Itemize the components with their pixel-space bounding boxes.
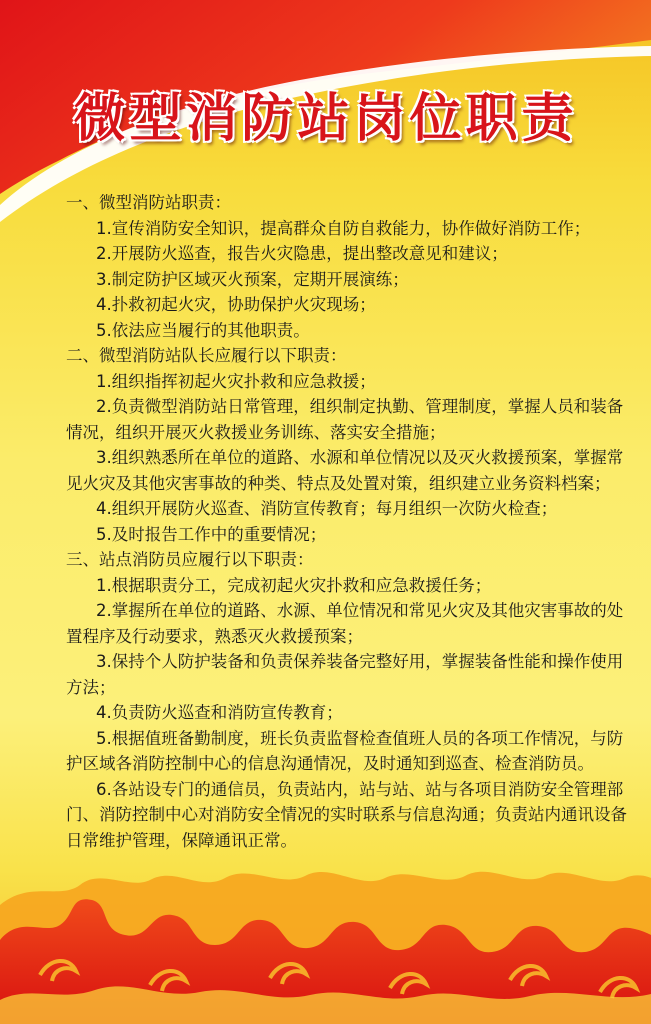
- list-item: 5.及时报告工作中的重要情况；: [96, 524, 327, 544]
- list-item: 5.依法应当履行的其他职责。: [96, 320, 310, 340]
- list-item: 5.根据值班备勤制度，班长负责监督检查值班人员的各项工作情况，与防护区域各消防控制中心的信息沟通情况，及时通知到巡查、检查消防员。: [66, 728, 624, 773]
- list-item: 6.各站设专门的通信员，负责站内，站与站、站与各项目消防安全管理部门、消防控制中心对消防安全情况的实时联系与信息沟通；负责站内通讯设备日常维护管理，保障通讯正常。: [66, 779, 627, 850]
- list-item: 1.组织指挥初起火灾扑救和应急救援；: [96, 371, 376, 391]
- duties-content: [66, 190, 628, 853]
- section-heading: 一、微型消防站职责：: [66, 193, 231, 212]
- list-item: 2.负责微型消防站日常管理，组织制定执勤、管理制度，掌握人员和装备情况，组织开展灭火救援业务训练、落实安全措施；: [66, 397, 624, 442]
- list-item: 3.制定防护区域灭火预案，定期开展演练；: [96, 269, 409, 289]
- list-item: 3.组织熟悉所在单位的道路、水源和单位情况以及灭火救援预案，掌握常见火灾及其他灾害事故的种类、特点及处置对策，组织建立业务资料档案；: [66, 448, 624, 493]
- list-item: 2.开展防火巡查，报告火灾隐患，提出整改意见和建议；: [96, 244, 508, 263]
- section-heading: 二、微型消防站队长应履行以下职责：: [66, 346, 347, 365]
- section-heading: 三、站点消防员应履行以下职责：: [66, 550, 314, 569]
- list-item: 2.掌握所在单位的道路、水源、单位情况和常见火灾及其他灾害事故的处置程序及行动要求，熟悉灭火救援预案；: [66, 601, 624, 646]
- list-item: 4.扑救初起火灾，协助保护火灾现场；: [96, 295, 376, 314]
- list-item: 1.宣传消防安全知识，提高群众自防自救能力，协作做好消防工作；: [96, 218, 591, 238]
- list-item: 4.负责防火巡查和消防宣传教育；: [96, 703, 343, 722]
- page-title: 微型消防站岗位职责: [73, 89, 578, 149]
- list-item: 1.根据职责分工，完成初起火灾扑救和应急救援任务；: [96, 575, 492, 595]
- list-item: 3.保持个人防护装备和负责保养装备完整好用，掌握装备性能和操作使用方法；: [66, 652, 624, 697]
- list-item: 4.组织开展防火巡查、消防宣传教育；每月组织一次防火检查；: [96, 499, 558, 518]
